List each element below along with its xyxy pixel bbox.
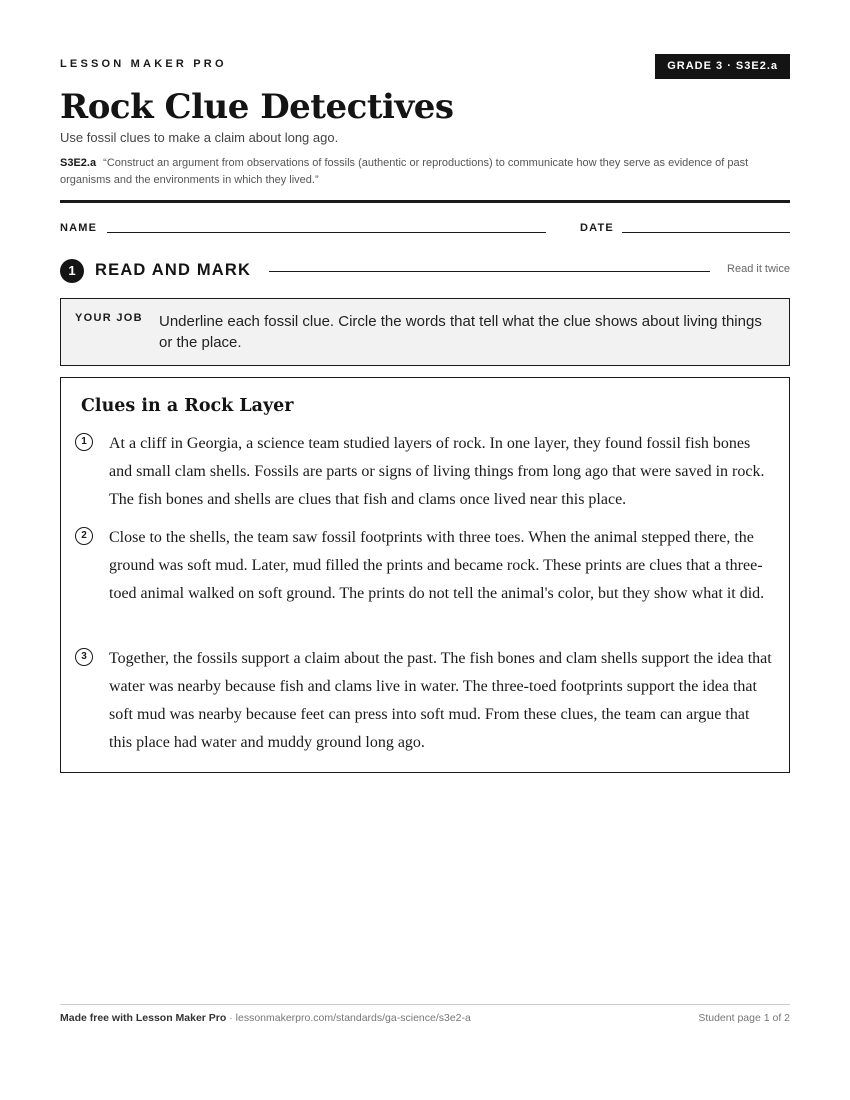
page-subtitle: Use fossil clues to make a claim about long ago.: [60, 130, 339, 145]
paragraph-text: At a cliff in Georgia, a science team studied layers of rock. In one layer, they found fossil fish bones and small clam shells. Fossils are parts or signs of living things from long ago that were saved in rock. The fish bones and shells are clues that fish and clams once lived near this place.: [109, 435, 765, 508]
passage-title: Clues in a Rock Layer: [81, 396, 294, 416]
job-instructions-box: [60, 298, 790, 366]
job-label: YOUR JOB: [75, 312, 143, 324]
header-divider: [60, 200, 790, 203]
standard-code: S3E2.a: [60, 157, 97, 169]
brand-name: LESSON MAKER PRO: [60, 58, 227, 70]
date-field[interactable]: [622, 232, 790, 233]
paragraph-number-badge: 3: [75, 648, 93, 666]
footer-url[interactable]: lessonmakerpro.com/standards/ga-science/s3e2-a: [235, 1012, 471, 1024]
page-indicator: Student page 1 of 2: [698, 1012, 790, 1024]
section-number-badge: 1: [60, 259, 84, 283]
standard-text: “Construct an argument from observations of fossils (authentic or reproductions) to communicate how they serve as evidence of past organisms and the environments in which they lived.”: [60, 157, 749, 186]
date-label: DATE: [580, 222, 614, 234]
grade-badge: GRADE 3 · S3E2.a: [655, 54, 790, 79]
footer-separator: ·: [226, 1012, 236, 1024]
name-field[interactable]: [107, 232, 546, 233]
section-note: Read it twice: [727, 263, 790, 275]
footer-divider: [60, 1004, 790, 1005]
footer-made-with: Made free with Lesson Maker Pro: [60, 1012, 227, 1024]
footer-credit: [60, 1012, 471, 1024]
worksheet-page: [60, 0, 790, 1100]
reading-passage: [60, 377, 790, 773]
page-title: Rock Clue Detectives: [60, 87, 454, 127]
paragraph-number-badge: 2: [75, 527, 93, 545]
name-label: NAME: [60, 222, 98, 234]
section-title: READ AND MARK: [95, 261, 252, 279]
paragraph-text: Together, the fossils support a claim about the past. The fish bones and clam shells support the idea that water was nearby because fish and clams live in water. The three-toed footprints support the idea that soft mud was nearby because feet can press into soft mud. From these clues, the team can argue that this place had water and muddy ground long ago.: [109, 650, 772, 751]
job-text: Underline each fossil clue. Circle the words that tell what the clue shows about living things or the place.: [159, 313, 762, 351]
section-divider: [269, 271, 710, 272]
standard-statement: [60, 155, 790, 189]
paragraph-text: Close to the shells, the team saw fossil footprints with three toes. When the animal stepped there, the ground was soft mud. Later, mud filled the prints and became rock. These prints are clues that a three-toed animal walked on soft ground. The prints do not tell the animal's color, but they show what it did.: [109, 529, 765, 602]
paragraph-number-badge: 1: [75, 433, 93, 451]
